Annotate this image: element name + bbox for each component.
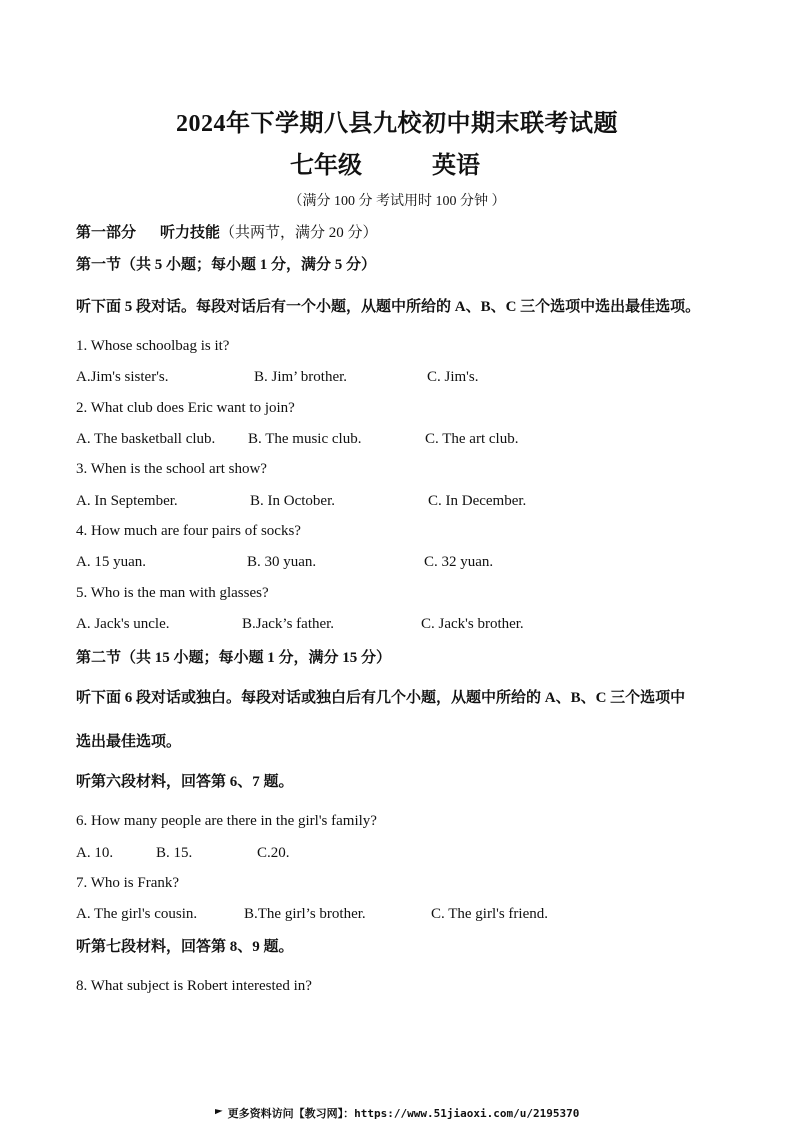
question-3: 3. When is the school art show?: [76, 461, 267, 477]
q2-option-a: A. The basketball club.: [76, 431, 216, 447]
q4-option-b: B. 30 yuan.: [247, 554, 317, 570]
q6-option-b: B. 15.: [156, 845, 193, 861]
q1-option-c: C. Jim's.: [427, 369, 479, 385]
q7-option-c: C. The girl's friend.: [431, 906, 548, 922]
question-8: 8. What subject is Robert interested in?: [76, 978, 312, 994]
q5-option-c: C. Jack's brother.: [421, 616, 524, 632]
q2-option-b: B. The music club.: [248, 431, 362, 447]
q3-option-b: B. In October.: [250, 493, 335, 509]
q5-option-a: A. Jack's uncle.: [76, 616, 170, 632]
part1-detail: （共两节，满分 20 分）: [220, 225, 378, 241]
footer: [0, 1105, 794, 1121]
footer-link[interactable]: 更多资料访问【教习网】：https://www.51jiaoxi.com/u/2195370: [227, 1107, 580, 1120]
question-5: 5. Who is the man with glasses?: [76, 585, 269, 601]
grade-label: 七年级: [290, 153, 362, 179]
q7-option-b: B.The girl’s brother.: [244, 906, 366, 922]
q1-option-a: A.Jim's sister's.: [76, 369, 169, 385]
part1-label: 第一部分: [76, 225, 137, 241]
part1-name: 听力技能: [160, 225, 221, 241]
q6-option-c: C.20.: [257, 845, 290, 861]
question-2: 2. What club does Eric want to join?: [76, 400, 295, 416]
subject-label: 英语: [432, 153, 480, 179]
exam-note: （满分 100 分 考试用时 100 分钟 ）: [288, 194, 506, 209]
section2-heading: 第二节（共 15 小题；每小题 1 分，满分 15 分）: [76, 650, 392, 666]
q4-option-a: A. 15 yuan.: [76, 554, 146, 570]
question-4: 4. How much are four pairs of socks?: [76, 523, 301, 539]
section2-instruction-line2: 选出最佳选项。: [76, 734, 182, 750]
question-6: 6. How many people are there in the girl's family?: [76, 813, 377, 829]
q7-option-a: A. The girl's cousin.: [76, 906, 198, 922]
material-7-heading: 听第七段材料，回答第 8、9 题。: [76, 939, 294, 955]
section1-instruction: 听下面 5 段对话。每段对话后有一个小题，从题中所给的 A、B、C 三个选项中选出最佳选项。: [76, 299, 701, 315]
section2-instruction-line1: 听下面 6 段对话或独白。每段对话或独白后有几个小题，从题中所给的 A、B、C 三个选项中: [76, 690, 686, 706]
q3-option-c: C. In December.: [428, 493, 527, 509]
question-7: 7. Who is Frank?: [76, 875, 180, 891]
section1-heading: 第一节（共 5 小题；每小题 1 分，满分 5 分）: [76, 257, 377, 273]
question-1: 1. Whose schoolbag is it?: [76, 338, 230, 354]
q6-option-a: A. 10.: [76, 845, 114, 861]
q4-option-c: C. 32 yuan.: [424, 554, 494, 570]
flag-icon: [215, 1109, 223, 1118]
q3-option-a: A. In September.: [76, 493, 178, 509]
q5-option-b: B.Jack’s father.: [242, 616, 335, 632]
q1-option-b: B. Jim’ brother.: [254, 369, 348, 385]
part1-heading: [76, 221, 378, 242]
q2-option-c: C. The art club.: [425, 431, 519, 447]
material-6-heading: 听第六段材料，回答第 6、7 题。: [76, 774, 294, 790]
exam-title: 2024年下学期八县九校初中期末联考试题: [176, 111, 618, 137]
